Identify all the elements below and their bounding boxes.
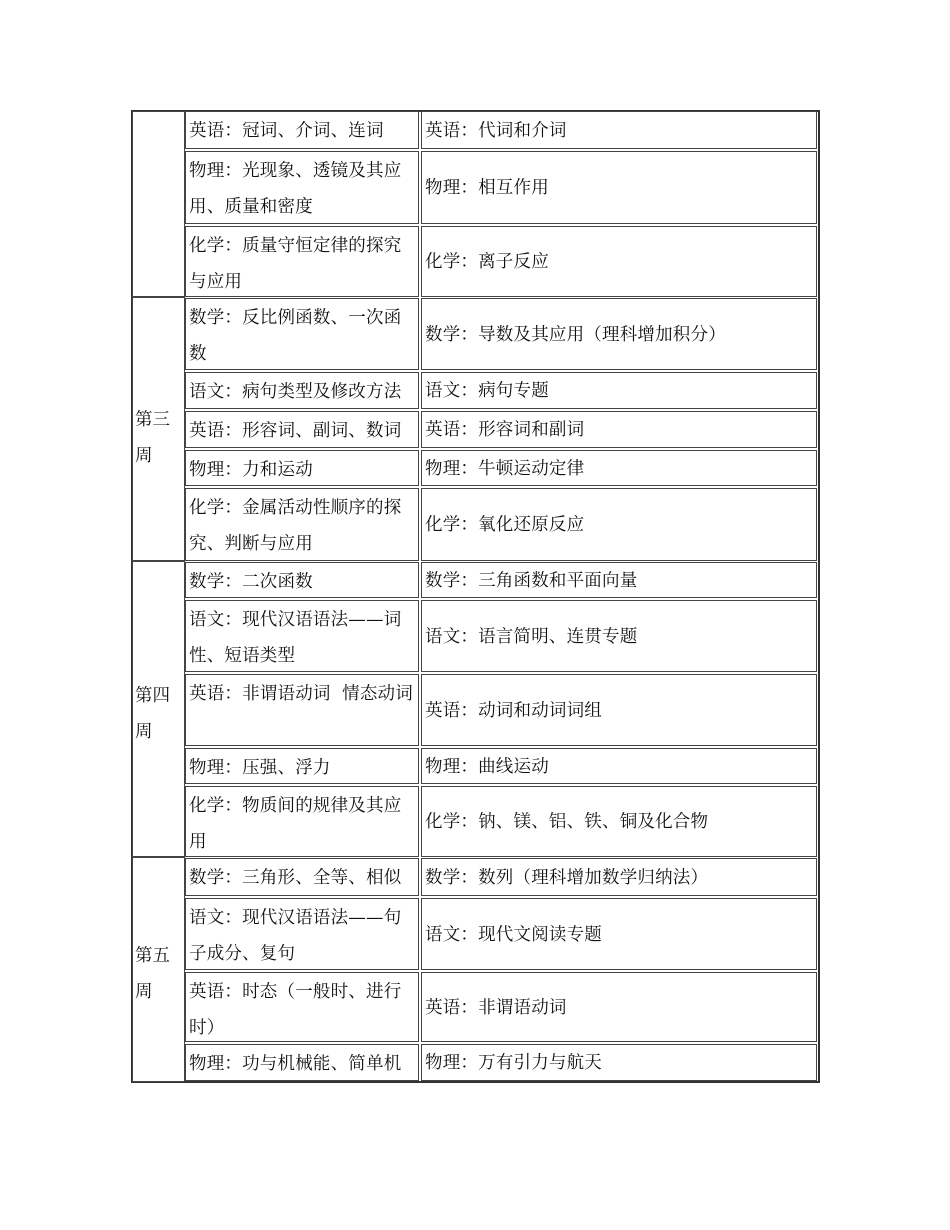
table-cell-senior: 物理：万有引力与航天 [421,1044,817,1081]
table-cell-junior: 英语：冠词、介词、连词 [185,111,419,149]
table-cell-senior: 英语：形容词和副词 [421,411,817,448]
table-cell-junior: 物理：光现象、透镜及其应用、质量和密度 [185,151,419,224]
table-cell-senior: 物理：相互作用 [421,151,817,224]
week-label: 第四周 [135,686,170,742]
table-cell-junior: 化学：金属活动性顺序的探究、判断与应用 [185,488,419,561]
week-cell [132,297,185,561]
table-cell-junior: 化学：物质间的规律及其应用 [185,786,419,857]
table-cell-senior: 化学：钠、镁、铝、铁、铜及化合物 [421,786,817,857]
week-label: 第三周 [135,410,170,466]
week-cell [132,857,185,1082]
table-cell-senior: 化学：氧化还原反应 [421,488,817,561]
table-cell-senior: 英语：代词和介词 [421,111,817,149]
table-cell-junior: 英语：形容词、副词、数词 [185,411,419,448]
table-cell-senior: 语文：现代文阅读专题 [421,898,817,970]
table-cell-junior: 物理：压强、浮力 [185,748,419,784]
week-label: 第五周 [135,946,170,1002]
table-cell-senior: 英语：动词和动词词组 [421,674,817,746]
table-cell-senior: 数学：三角函数和平面向量 [421,562,817,598]
table-cell-junior: 化学：质量守恒定律的探究与应用 [185,226,419,297]
table-cell-senior: 物理：牛顿运动定律 [421,450,817,486]
table-cell-junior: 物理：功与机械能、简单机 [185,1044,419,1081]
table-cell-junior: 英语：时态（一般时、进行时） [185,972,419,1042]
table-cell-junior: 数学：反比例函数、一次函数 [185,298,419,370]
table-cell-senior: 语文：语言简明、连贯专题 [421,600,817,672]
table-cell-senior: 数学：数列（理科增加数学归纳法） [421,858,817,896]
table-cell-junior: 英语：非谓语动词 情态动词 [185,674,419,746]
week-cell [132,561,185,857]
table-cell-junior: 数学：二次函数 [185,562,419,598]
table-cell-junior: 语文：现代汉语语法——句子成分、复句 [185,898,419,970]
table-cell-senior: 数学：导数及其应用（理科增加积分） [421,298,817,370]
table-cell-senior: 化学：离子反应 [421,226,817,297]
table-cell-senior: 英语：非谓语动词 [421,972,817,1042]
table-cell-senior: 物理：曲线运动 [421,748,817,784]
table-cell-junior: 语文：现代汉语语法——词性、短语类型 [185,600,419,672]
week-cell [132,111,185,297]
table-cell-junior: 物理：力和运动 [185,450,419,486]
table-cell-senior: 语文：病句专题 [421,372,817,409]
table-cell-junior: 数学：三角形、全等、相似 [185,858,419,896]
table-cell-junior: 语文：病句类型及修改方法 [185,372,419,409]
